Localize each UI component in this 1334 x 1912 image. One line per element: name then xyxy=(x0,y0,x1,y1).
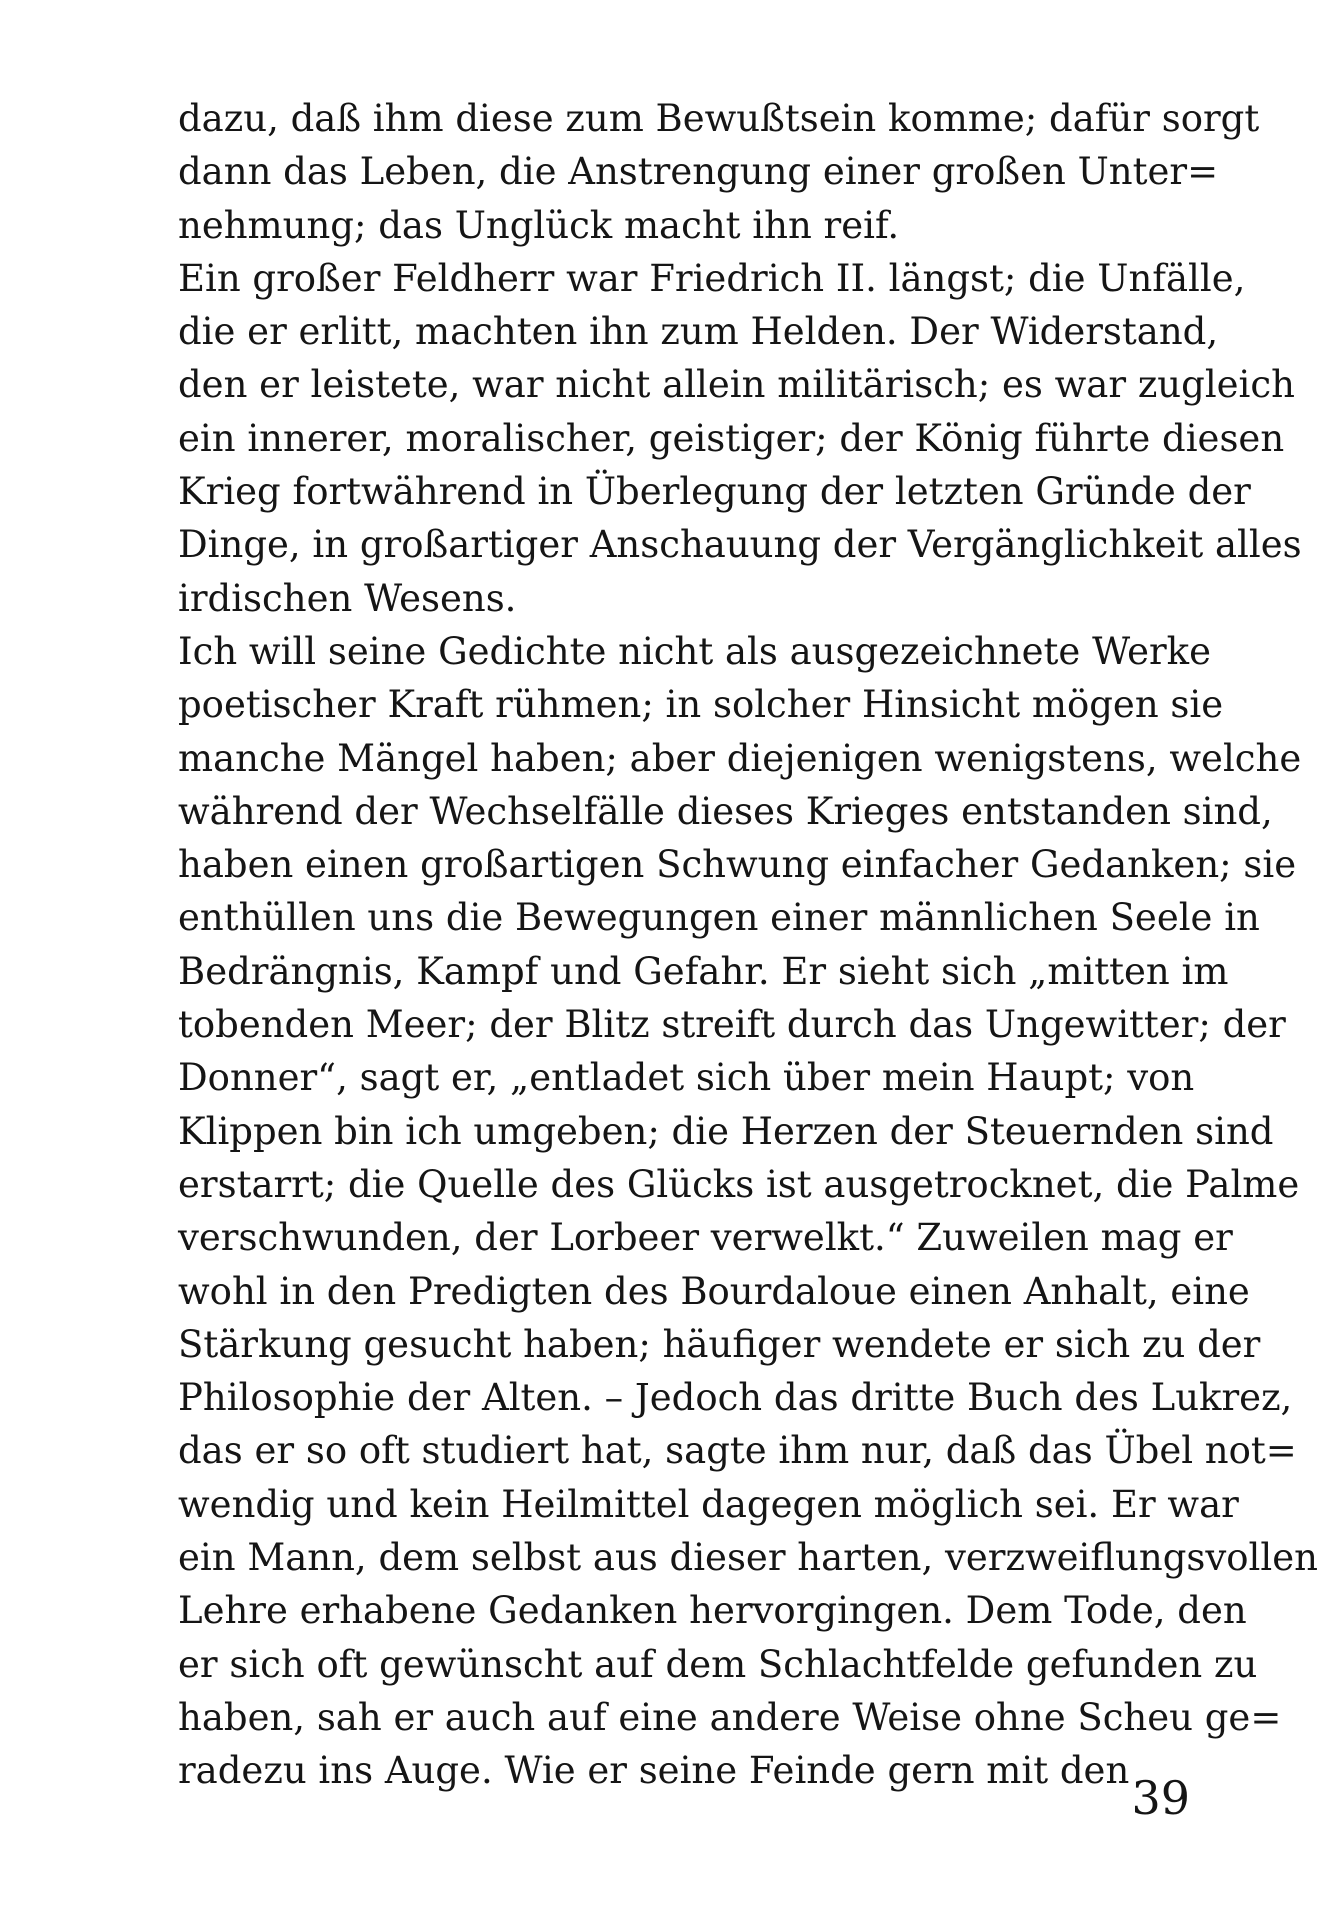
page-number: 39 xyxy=(1131,1771,1190,1825)
text-line: er sich oft gewünscht auf dem Schlachtfelde gefunden zu xyxy=(178,1642,1258,1686)
text-line: während der Wechselfälle dieses Krieges entstanden sind, xyxy=(178,789,1273,833)
text-line: poetischer Kraft rühmen; in solcher Hinsicht mögen sie xyxy=(178,683,1224,727)
text-line: dann das Leben, die Anstrengung einer großen Unter= xyxy=(178,150,1219,194)
text-line: Dinge, in großartiger Anschauung der Vergänglichkeit alles xyxy=(178,523,1302,567)
text-line: dazu, daß ihm diese zum Bewußtsein komme; dafür sorgt xyxy=(178,97,1260,140)
text-line: das er so oft studiert hat, sagte ihm nur, daß das Übel not= xyxy=(178,1429,1297,1473)
text-line: Stärkung gesucht haben; häufiger wendete er sich zu der xyxy=(178,1322,1261,1366)
text-line: Klippen bin ich umgeben; die Herzen der Steuernden sind xyxy=(178,1109,1274,1153)
text-line: wendig und kein Heilmittel dagegen möglich sei. Er war xyxy=(178,1482,1239,1526)
text-line: Bedrängnis, Kampf und Gefahr. Er sieht sich „mitten im xyxy=(178,949,1229,993)
text-line: Donner“, sagt er, „entladet sich über mein Haupt; von xyxy=(178,1056,1195,1100)
text-line: manche Mängel haben; aber diejenigen wenigstens, welche xyxy=(178,736,1302,780)
text-line: erstarrt; die Quelle des Glücks ist ausgetrocknet, die Palme xyxy=(178,1162,1300,1206)
text-line: wohl in den Predigten des Bourdaloue einen Anhalt, eine xyxy=(178,1269,1250,1313)
paragraph xyxy=(178,92,1260,252)
text-line: nehmung; das Unglück macht ihn reif. xyxy=(178,203,900,247)
text-line: tobenden Meer; der Blitz streift durch das Ungewitter; der xyxy=(178,1003,1286,1047)
text-line: haben einen großartigen Schwung einfacher Gedanken; sie xyxy=(178,843,1297,887)
paragraph xyxy=(178,252,1302,625)
text-line: haben, sah er auch auf eine andere Weise ohne Scheu ge= xyxy=(178,1695,1282,1739)
text-line: Ein großer Feldherr war Friedrich II. längst; die Unfälle, xyxy=(178,256,1246,300)
text-line: ein Mann, dem selbst aus dieser harten, verzweiflungsvollen xyxy=(178,1536,1318,1580)
text-line: enthüllen uns die Bewegungen einer männlichen Seele in xyxy=(178,896,1260,940)
text-line: Krieg fortwährend in Überlegung der letzten Gründe der xyxy=(178,470,1251,514)
text-line: verschwunden, der Lorbeer verwelkt.“ Zuweilen mag er xyxy=(178,1216,1233,1260)
text-line: die er erlitt, machten ihn zum Helden. Der Widerstand, xyxy=(178,310,1219,354)
text-line: Lehre erhabene Gedanken hervorgingen. Dem Tode, den xyxy=(178,1589,1247,1633)
text-line: ein innerer, moralischer, geistiger; der König führte diesen xyxy=(178,416,1285,460)
text-line: Ich will seine Gedichte nicht als ausgezeichnete Werke xyxy=(178,629,1212,673)
text-line: Philosophie der Alten. – Jedoch das dritte Buch des Lukrez, xyxy=(178,1376,1293,1420)
text-line: radezu ins Auge. Wie er seine Feinde gern mit den xyxy=(178,1749,1130,1793)
text-line: irdischen Wesens. xyxy=(178,576,517,620)
text-line: den er leistete, war nicht allein militärisch; es war zugleich xyxy=(178,363,1295,407)
